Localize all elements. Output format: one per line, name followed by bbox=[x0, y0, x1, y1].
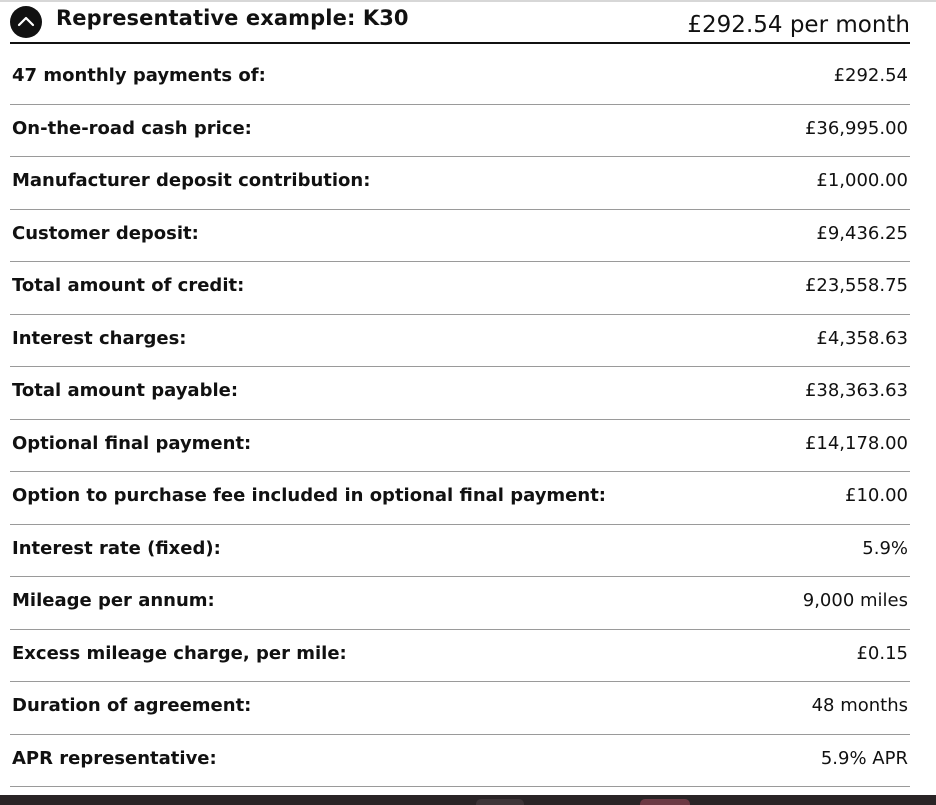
chevron-up-icon bbox=[17, 14, 35, 28]
row-value: 5.9% bbox=[862, 537, 908, 559]
list-item bbox=[10, 472, 910, 525]
row-value: £292.54 bbox=[833, 65, 908, 86]
finance-details-list bbox=[10, 52, 910, 787]
collapse-toggle-button[interactable] bbox=[10, 6, 42, 38]
row-value: £23,558.75 bbox=[804, 275, 908, 296]
row-label: Customer deposit: bbox=[12, 222, 199, 244]
row-value: £14,178.00 bbox=[804, 432, 908, 454]
row-label: Excess mileage charge, per mile: bbox=[12, 642, 347, 664]
example-title: Representative example: K30 bbox=[56, 6, 409, 30]
footer-tab-right[interactable] bbox=[640, 799, 690, 805]
list-item bbox=[10, 735, 910, 788]
accordion-header[interactable] bbox=[10, 0, 910, 44]
list-item bbox=[10, 262, 910, 315]
list-item bbox=[10, 630, 910, 683]
list-item bbox=[10, 315, 910, 368]
row-value: 5.9% APR bbox=[820, 747, 908, 769]
row-value: £0.15 bbox=[856, 642, 908, 664]
row-label: Interest rate (fixed): bbox=[12, 537, 221, 559]
list-item bbox=[10, 367, 910, 420]
row-label: Total amount of credit: bbox=[12, 275, 245, 296]
row-label: Duration of agreement: bbox=[12, 695, 252, 716]
row-label: Interest charges: bbox=[12, 327, 187, 349]
row-value: 48 months bbox=[811, 695, 908, 716]
row-label: Manufacturer deposit contribution: bbox=[12, 170, 371, 191]
row-label: 47 monthly payments of: bbox=[12, 65, 266, 86]
row-value: 9,000 miles bbox=[802, 590, 908, 611]
row-value: £36,995.00 bbox=[804, 117, 908, 139]
list-item bbox=[10, 577, 910, 630]
list-item bbox=[10, 420, 910, 473]
row-label: Total amount payable: bbox=[12, 380, 239, 401]
row-label: APR representative: bbox=[12, 747, 217, 769]
list-item bbox=[10, 210, 910, 263]
list-item bbox=[10, 682, 910, 735]
list-item bbox=[10, 525, 910, 578]
row-label: Optional final payment: bbox=[12, 432, 252, 454]
row-value: £1,000.00 bbox=[816, 170, 908, 191]
list-item bbox=[10, 157, 910, 210]
row-value: £38,363.63 bbox=[804, 380, 908, 401]
row-label: Option to purchase fee included in optional final payment: bbox=[12, 485, 607, 506]
list-item bbox=[10, 52, 910, 105]
row-value: £9,436.25 bbox=[816, 222, 908, 244]
list-item bbox=[10, 105, 910, 158]
row-value: £4,358.63 bbox=[816, 327, 908, 349]
footer-bar bbox=[0, 795, 936, 805]
row-value: £10.00 bbox=[845, 485, 908, 506]
row-label: On-the-road cash price: bbox=[12, 117, 252, 139]
row-label: Mileage per annum: bbox=[12, 590, 215, 611]
footer-tab-left[interactable] bbox=[476, 799, 524, 805]
monthly-price: £292.54 per month bbox=[687, 12, 910, 38]
